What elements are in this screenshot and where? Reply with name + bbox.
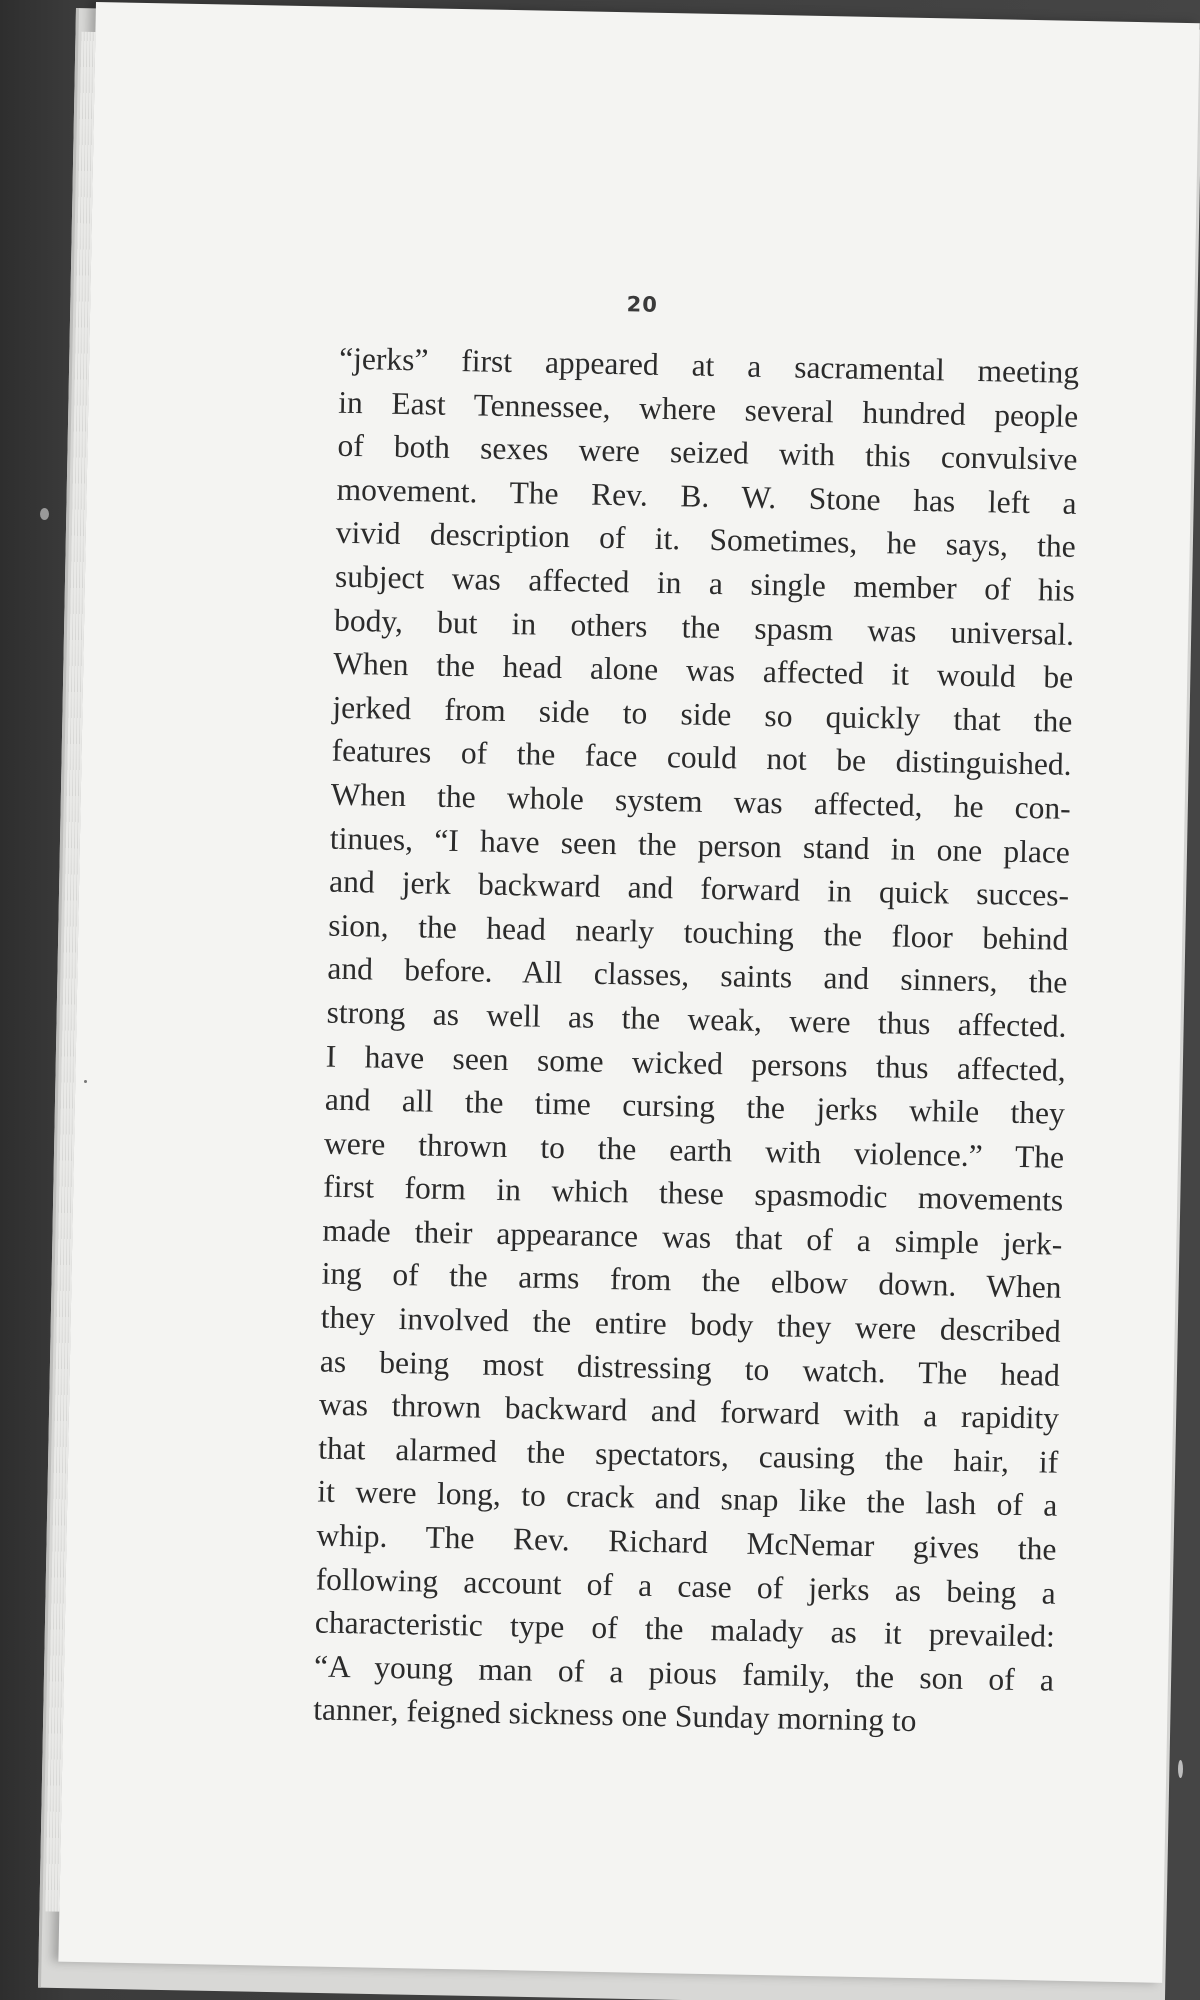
dust-speck — [1178, 1760, 1183, 1778]
dust-speck — [40, 508, 49, 520]
text-line: jerked from side to side so quickly that the — [332, 689, 1073, 739]
text-line: it were long, to crack and snap like the lash of a — [317, 1473, 1058, 1524]
text-line: in East Tennessee, where several hundred people — [338, 384, 1079, 434]
text-line: tinues, “I have seen the person stand in one place — [329, 820, 1071, 870]
text-line: first form in which these spasmodic movements — [322, 1168, 1064, 1219]
text-line: strong as well as the weak, were thus affected. — [326, 994, 1067, 1044]
text-line: subject was affected in a single member of his — [334, 558, 1076, 608]
text-line: made their appearance was that of a simple jerk- — [322, 1212, 1063, 1262]
book-page — [58, 2, 1199, 1983]
text-line: sion, the head nearly touching the floor behind — [327, 907, 1069, 957]
text-line: following account of a case of jerks as being a — [315, 1561, 1056, 1611]
page-number: 20 — [626, 292, 659, 317]
text-line: I have seen some wicked persons thus affected, — [325, 1038, 1067, 1088]
text-line: vivid description of it. Sometimes, he says, the — [335, 515, 1077, 565]
text-line: that alarmed the spectators, causing the hair, if — [317, 1430, 1059, 1480]
text-line: and all the time cursing the jerks while they — [324, 1081, 1066, 1131]
text-line: whip. The Rev. Richard McNemar gives the — [316, 1517, 1057, 1567]
text-line: as being most distressing to watch. The head — [319, 1343, 1061, 1393]
text-line: “A young man of a pious family, the son of a — [313, 1648, 1055, 1698]
text-line: and jerk backward and forward in quick succes- — [328, 863, 1070, 913]
body-text — [313, 337, 1080, 1746]
text-line: features of the face could not be distinguished. — [331, 733, 1072, 783]
text-line: When the whole system was affected, he con- — [330, 776, 1072, 826]
text-line: ing of the arms from the elbow down. When — [321, 1256, 1062, 1306]
text-line: movement. The Rev. B. W. Stone has left a — [336, 471, 1077, 521]
text-line: body, but in others the spasm was universal. — [333, 602, 1075, 652]
text-line: tanner, feigned sickness one Sunday morning to — [312, 1691, 917, 1739]
text-line: characteristic type of the malady as it prevailed: — [314, 1604, 1056, 1654]
text-line: When the head alone was affected it would be — [333, 645, 1074, 696]
text-line: “jerks” first appeared at a sacramental meeting — [338, 340, 1080, 390]
dust-speck — [84, 1080, 87, 1083]
text-line: was thrown backward and forward with a rapidity — [318, 1386, 1060, 1436]
text-line: they involved the entire body they were described — [320, 1299, 1061, 1349]
text-line: of both sexes were seized with this convulsive — [337, 427, 1078, 478]
text-line: were thrown to the earth with violence.” The — [323, 1125, 1065, 1175]
text-line: and before. All classes, saints and sinners, the — [327, 950, 1068, 1001]
